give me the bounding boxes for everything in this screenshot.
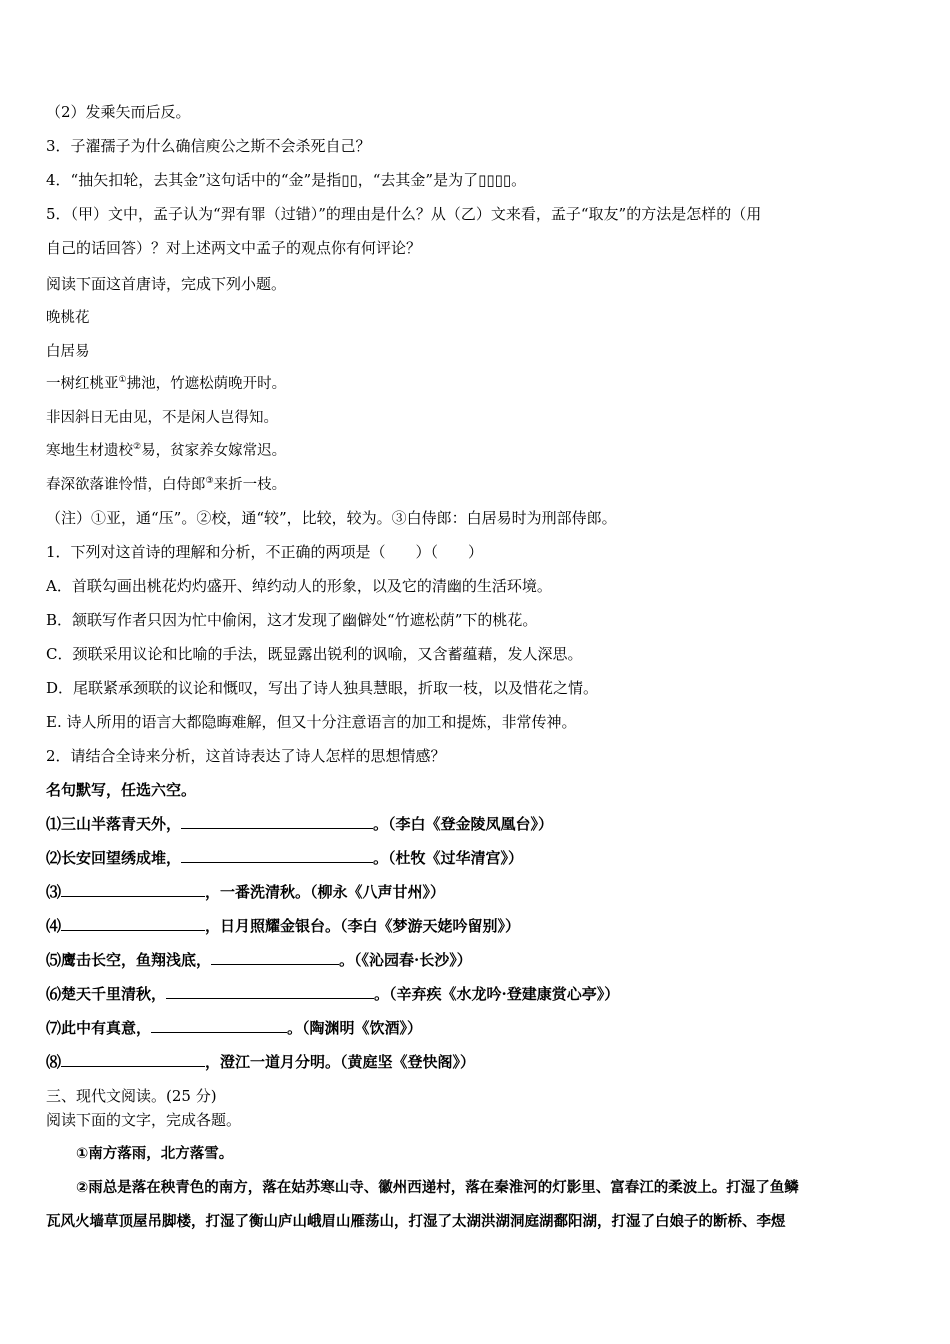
poem-line-3-part-b: 易，贫家养女嫁常迟。: [141, 443, 287, 459]
answer-blank-4[interactable]: [61, 916, 205, 931]
section-3-heading: 三、现代文阅读。(25 分): [46, 1087, 217, 1105]
question-5-line-2: 自己的话回答）？对上述两文中孟子的观点你有何评论？: [46, 239, 422, 257]
dictation-item-2: [46, 848, 906, 868]
dictation-item-8: [46, 1052, 906, 1072]
answer-blank-1[interactable]: [181, 814, 373, 829]
answer-blank-8[interactable]: [61, 1052, 205, 1067]
note-marker-3: ③: [205, 476, 214, 487]
note-marker-2: ②: [133, 442, 142, 453]
item-4-prefix: ⑷: [46, 917, 62, 935]
item-3-prefix: ⑶: [46, 883, 62, 901]
item-7-prefix: ⑺此中有真意，: [46, 1019, 152, 1037]
paragraph-2-line-1: ②雨总是落在秧青色的南方，落在姑苏寒山寺、徽州西递村，落在秦淮河的灯影里、富春江的柔波上。打湿了鱼鳞: [76, 1180, 799, 1196]
poem-line-3-part-a: 寒地生材遗校: [46, 443, 133, 459]
poem-annotation: （注）①亚，通“压”。②校，通“较”，比较，较为。③白侍郎：白居易时为刑部侍郎。: [46, 509, 617, 527]
poem-line-3: [46, 441, 906, 461]
answer-blank-7[interactable]: [151, 1018, 287, 1033]
dictation-item-7: [46, 1018, 906, 1038]
answer-blank-5[interactable]: [211, 950, 339, 965]
poem-line-4-part-b: 来折一枝。: [213, 477, 287, 493]
poem-title: 晚桃花: [46, 310, 90, 326]
poem-line-4: [46, 475, 906, 495]
answer-blank-3[interactable]: [61, 882, 205, 897]
item-2-suffix: 。（杜牧《过华清宫》）: [373, 849, 524, 867]
poem-line-2: 非因斜日无由见，不是闲人岂得知。: [46, 410, 278, 426]
dictation-heading: 名句默写，任选六空。: [46, 781, 197, 799]
question-5-line-1: 5．（甲）文中，孟子认为“羿有罪（过错）”的理由是什么？从（乙）文来看，孟子“取友”的方法是怎样的（用: [46, 205, 762, 223]
answer-blank-2[interactable]: [181, 848, 373, 863]
item-1-prefix: ⑴三山半落青天外，: [46, 815, 182, 833]
option-d: D．尾联紧承颈联的议论和慨叹，写出了诗人独具慧眼，折取一枝，以及惜花之情。: [46, 679, 599, 697]
dictation-item-1: [46, 814, 906, 834]
item-5-prefix: ⑸鹰击长空，鱼翔浅底，: [46, 951, 212, 969]
poem-question-2: 2．请结合全诗来分析，这首诗表达了诗人怎样的思想情感？: [46, 747, 446, 765]
item-4-suffix: ，日月照耀金银台。（李白《梦游天姥吟留别》）: [205, 917, 521, 935]
answer-blank-6[interactable]: [166, 984, 374, 999]
note-marker-1: ①: [118, 375, 127, 386]
poem-line-4-part-a: 春深欲落谁怜惜，白侍郎: [46, 477, 206, 493]
item-8-prefix: ⑻: [46, 1053, 62, 1071]
item-6-prefix: ⑹楚天千里清秋，: [46, 985, 167, 1003]
dictation-item-6: [46, 984, 906, 1004]
item-6-suffix: 。（辛弃疾《水龙吟·登建康赏心亭》）: [374, 985, 620, 1003]
item-2-prefix: ⑵长安回望绣成堆，: [46, 849, 182, 867]
paragraph-2-line-2: 瓦风火墙草顶屋吊脚楼，打湿了衡山庐山峨眉山雁荡山，打湿了太湖洪湖洞庭湖鄱阳湖，打湿了白娘子的断桥、李煜: [46, 1214, 786, 1230]
poem-line-1: [46, 374, 906, 394]
dictation-item-5: [46, 950, 906, 970]
poem-question-1: 1．下列对这首诗的理解和分析，不正确的两项是（ ）（ ）: [46, 543, 484, 561]
option-c: C．颈联采用议论和比喻的手法，既显露出锐利的讽喻，又含蓄蕴藉，发人深思。: [46, 645, 583, 663]
paragraph-1: ①南方落雨，北方落雪。: [76, 1146, 234, 1162]
dictation-item-3: [46, 882, 906, 902]
dictation-item-4: [46, 916, 906, 936]
section-3-intro: 阅读下面的文字，完成各题。: [46, 1111, 242, 1129]
option-b: B．颔联写作者只因为忙中偷闲，这才发现了幽僻处“竹遮松荫”下的桃花。: [46, 611, 538, 629]
item-1-suffix: 。（李白《登金陵凤凰台》）: [373, 815, 554, 833]
question-3: 3．子濯孺子为什么确信庾公之斯不会杀死自己？: [46, 137, 371, 155]
question-4: 4．“抽矢扣轮，去其金”这句话中的“金”是指▯▯，“去其金”是为了▯▯▯▯。: [46, 171, 527, 189]
poem-author: 白居易: [46, 344, 90, 360]
item-5-suffix: 。（《沁园春·长沙》）: [339, 951, 472, 969]
item-3-suffix: ，一番洗清秋。（柳永《八声甘州》）: [205, 883, 446, 901]
question-2-sub: （2）发乘矢而后反。: [46, 103, 191, 121]
poem-line-1-part-b: 拂池，竹遮松荫晚开时。: [126, 376, 287, 392]
option-e: E. 诗人所用的语言大都隐晦难解，但又十分注意语言的加工和提炼，非常传神。: [46, 713, 577, 731]
option-a: A．首联勾画出桃花灼灼盛开、绰约动人的形象，以及它的清幽的生活环境。: [46, 577, 552, 595]
poem-line-1-part-a: 一树红桃亚: [46, 376, 119, 392]
item-7-suffix: 。（陶渊明《饮酒》）: [287, 1019, 423, 1037]
poem-intro: 阅读下面这首唐诗，完成下列小题。: [46, 275, 287, 293]
item-8-suffix: ，澄江一道月分明。（黄庭坚《登快阁》）: [205, 1053, 476, 1071]
